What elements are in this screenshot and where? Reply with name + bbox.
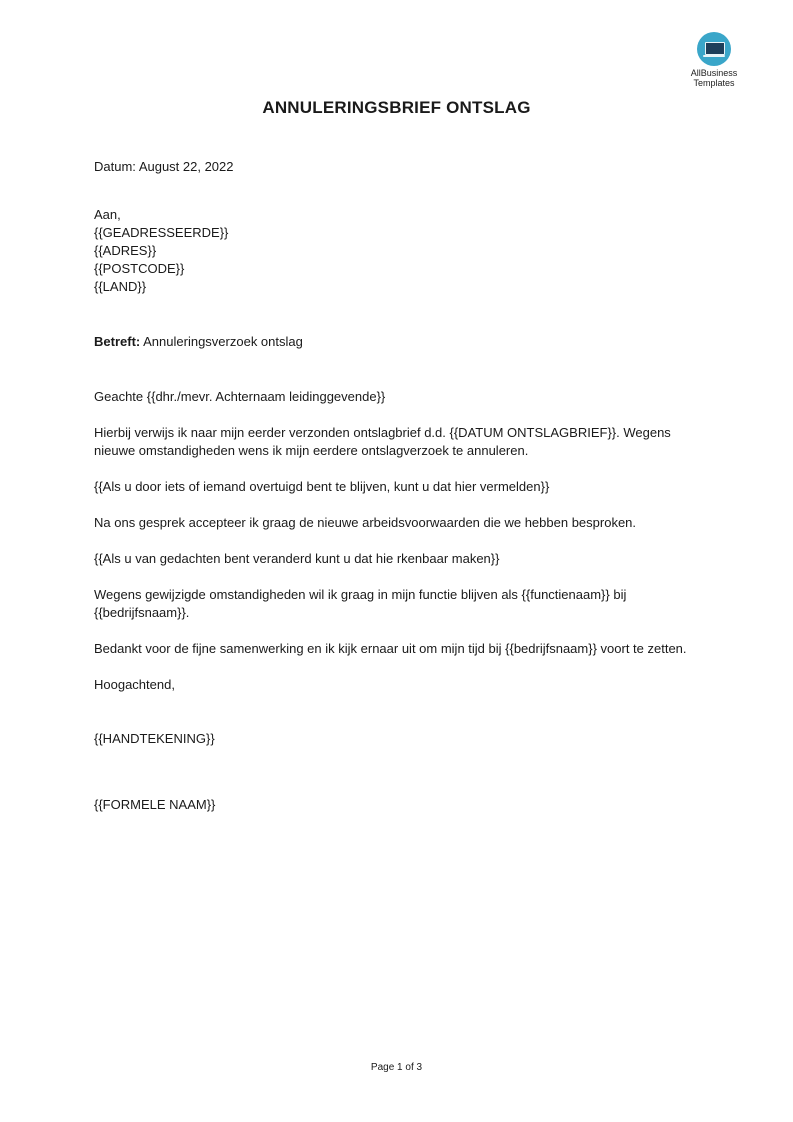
address-salutation: Aan,	[94, 207, 121, 222]
paragraph-2: {{Als u door iets of iemand overtuigd bent te blijven, kunt u dat hier vermelden}}	[94, 479, 550, 494]
formal-name: {{FORMELE NAAM}}	[94, 797, 216, 812]
address-name: {{GEADRESSEERDE}}	[94, 225, 229, 240]
subject-line	[94, 333, 694, 351]
logo-line-2: Templates	[693, 78, 735, 88]
laptop-icon	[697, 32, 731, 66]
signature-placeholder: {{HANDTEKENING}}	[94, 731, 215, 746]
date-value: August 22, 2022	[138, 159, 234, 174]
paragraph-4: {{Als u van gedachten bent veranderd kunt u dat hie rkenbaar maken}}	[94, 551, 500, 566]
logo-text	[682, 68, 746, 88]
address-country: {{LAND}}	[94, 279, 147, 294]
paragraph-5: Wegens gewijzigde omstandigheden wil ik graag in mijn functie blijven als {{functienaam}} bij {{bedrijfsnaam}}.	[94, 587, 627, 620]
date-label: Datum:	[94, 159, 136, 174]
date-line	[94, 158, 694, 176]
page-number: Page 1 of 3	[370, 1062, 423, 1073]
address-street: {{ADRES}}	[94, 243, 157, 258]
subject-label: Betreft:	[94, 334, 141, 349]
address-postcode: {{POSTCODE}}	[94, 261, 185, 276]
greeting: Geachte {{dhr./mevr. Achternaam leidinggevende}}	[94, 389, 386, 404]
paragraph-1: Hierbij verwijs ik naar mijn eerder verzonden ontslagbrief d.d. {{DATUM ONTSLAGBRIEF}}. Wegens nieuwe omstandigheden wens ik mijn eerdere ontslagverzoek te annuleren.	[94, 425, 671, 458]
paragraph-6: Bedankt voor de fijne samenwerking en ik kijk ernaar uit om mijn tijd bij {{bedrijfsnaam}} voort te zetten.	[94, 641, 687, 656]
paragraph-3: Na ons gesprek accepteer ik graag de nieuwe arbeidsvoorwaarden die we hebben besproken.	[94, 515, 637, 530]
recipient-address	[94, 206, 694, 296]
letter-body	[94, 158, 694, 814]
subject-value: Annuleringsverzoek ontslag	[143, 334, 303, 349]
company-logo	[682, 32, 746, 88]
document-title: ANNULERINGSBRIEF ONTSLAG	[262, 98, 531, 117]
logo-line-1: AllBusiness	[690, 68, 738, 78]
closing: Hoogachtend,	[94, 677, 175, 692]
